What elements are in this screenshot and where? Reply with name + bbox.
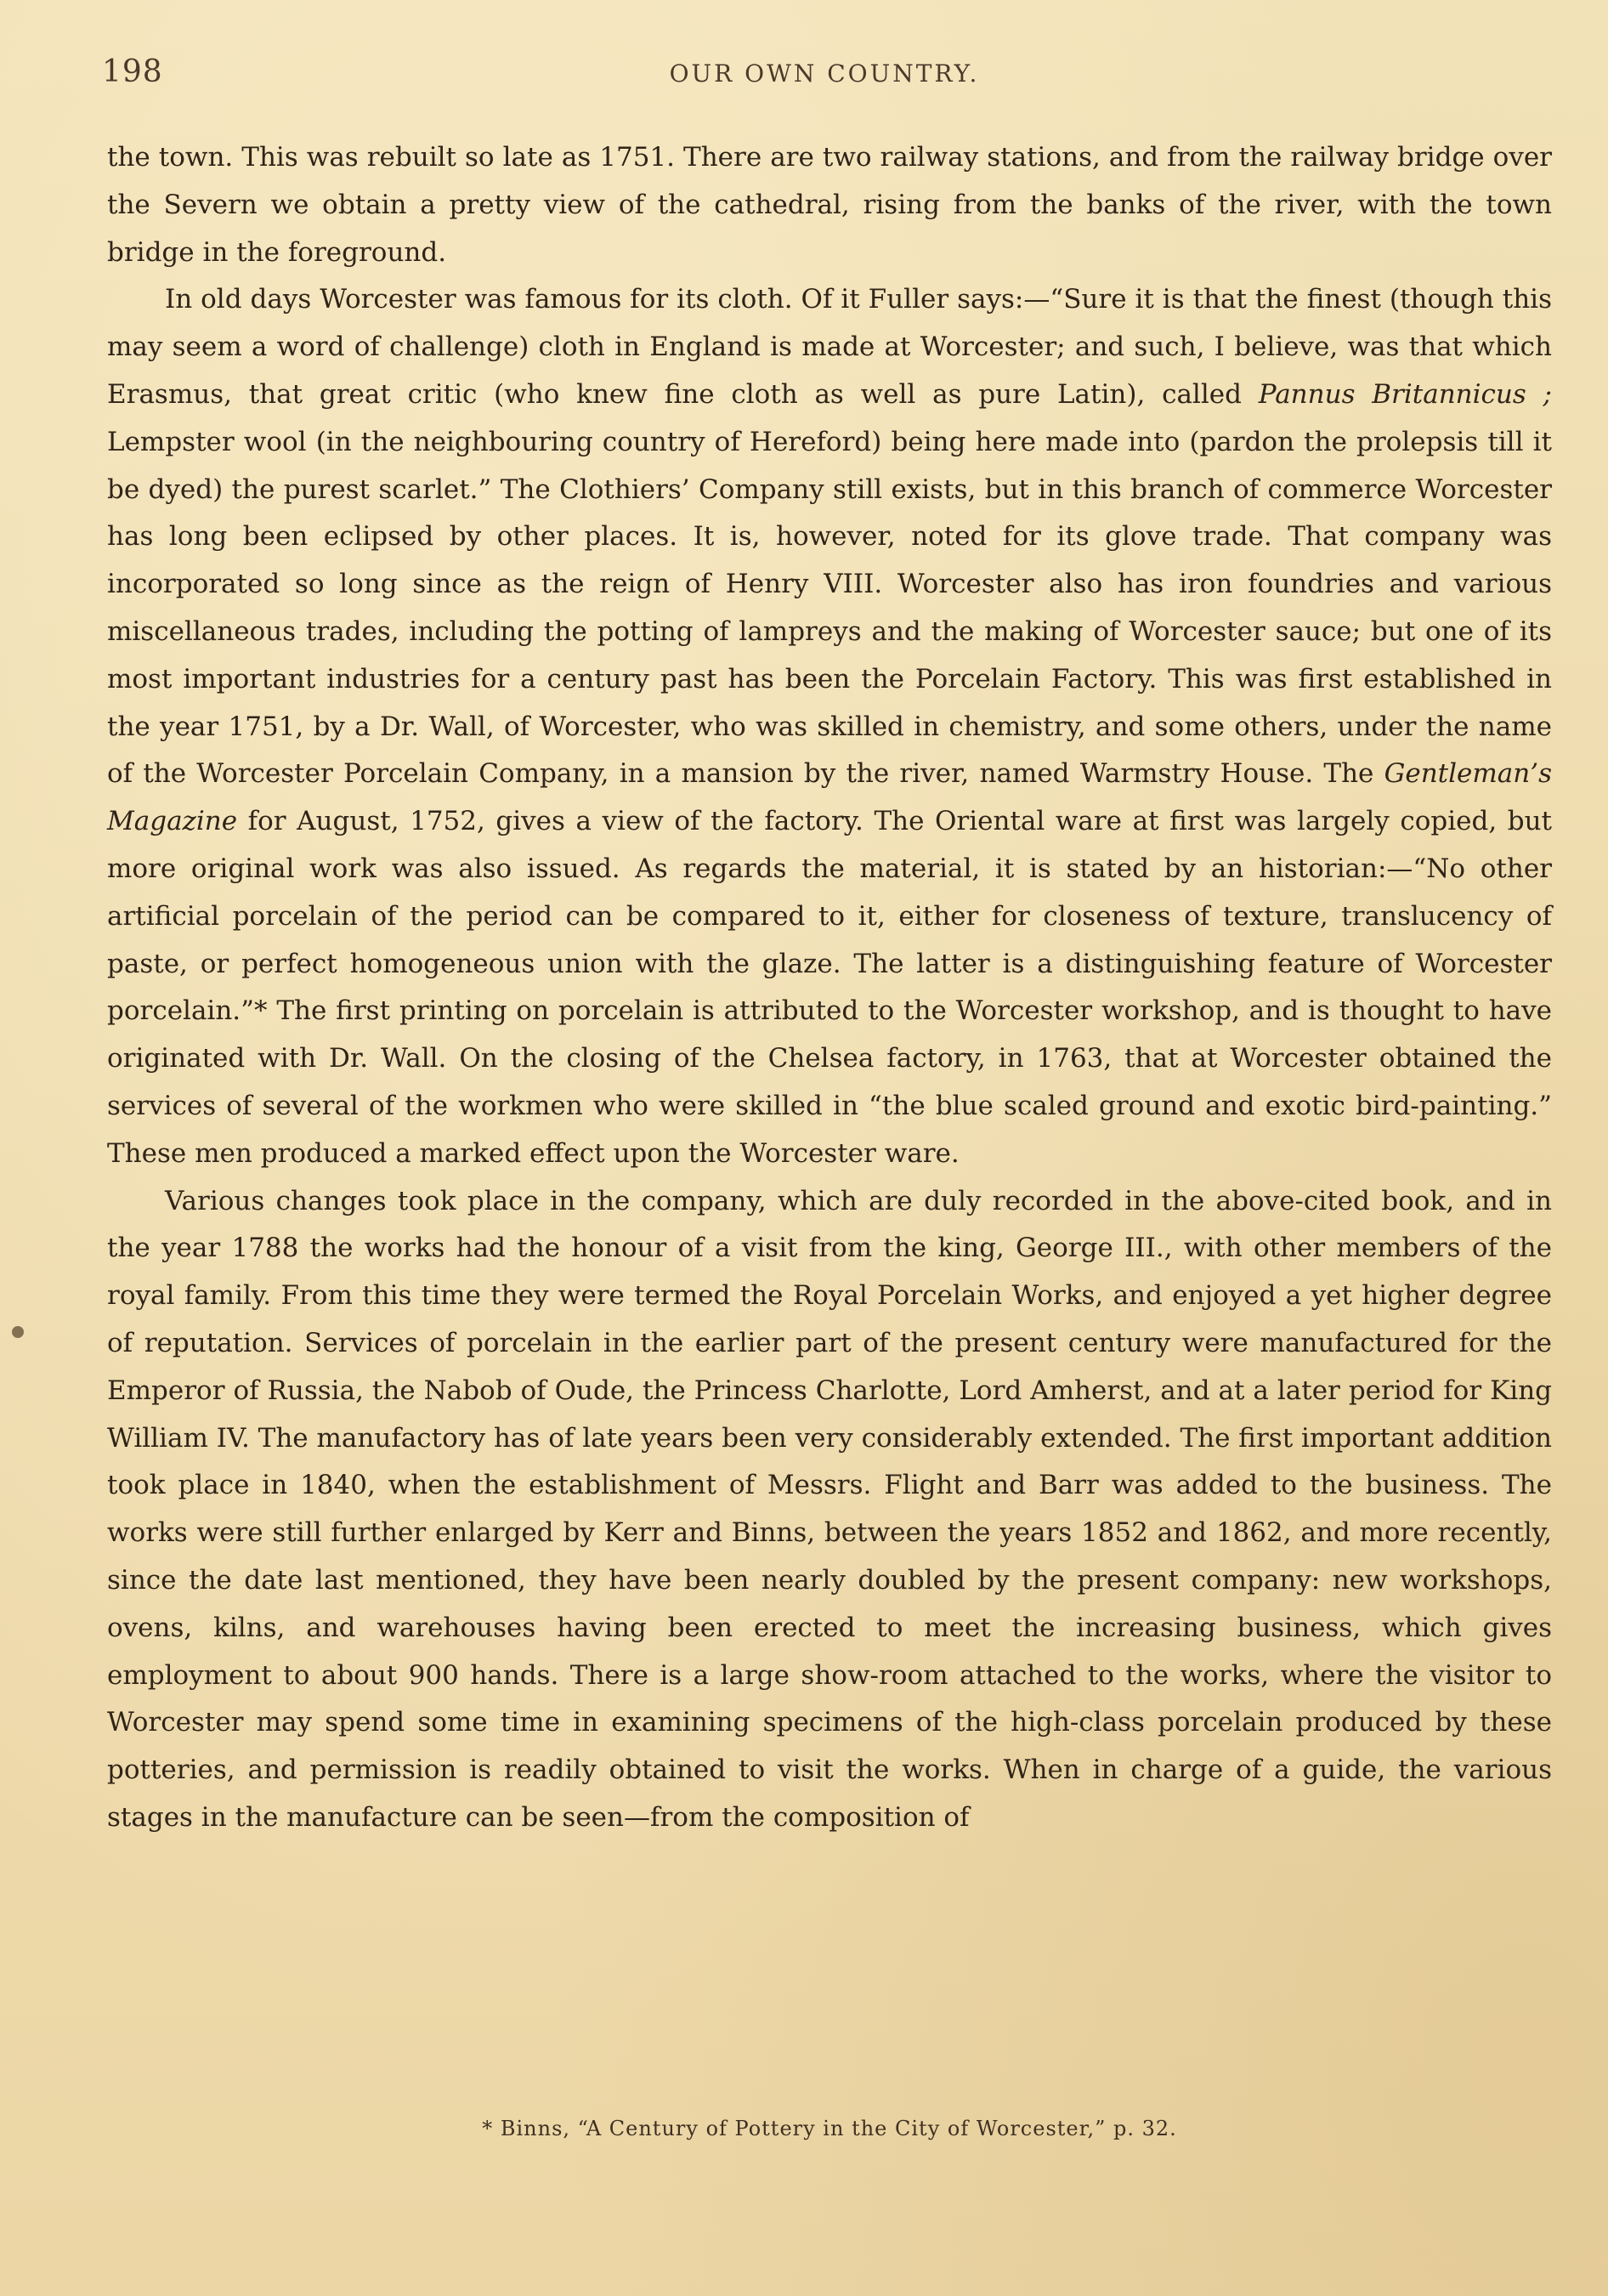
footnote: * Binns, “A Century of Pottery in the City of Worcester,” p. 32.: [482, 2117, 1177, 2140]
publication-title-gentlemans-magazine: Gentleman’s Magazine: [107, 758, 1552, 837]
page-number: 198: [102, 54, 163, 89]
ink-spot: [12, 1326, 24, 1338]
running-head: [102, 54, 1547, 97]
paragraph-2-text-c: for August, 1752, gives a view of the factory. The Oriental ware at first was largely copied, but more original work was also issued. As regards the material, it is stated by an historian:—“No other artificial porcelain of the period can be compared to it, either for closeness of texture, translucency of paste, or perfect homogeneous union with the glaze. The latter is a distinguishing feature of Worcester porcelain.”* The first printing on porcelain is attributed to the Worcester workshop, and is thought to have originated with Dr. Wall. On the closing of the Chelsea factory, in 1763, that at Worcester obtained the services of several of the workmen who were skilled in “the blue scaled ground and exotic bird-painting.” These men produced a marked effect upon the Worcester ware.: [107, 806, 1552, 1169]
paragraph-3-text: Various changes took place in the company, which are duly recorded in the above-cited book, and in the year 1788 the works had the honour of a visit from the king, George III., with other members of the royal family. From this time they were termed the Royal Porcelain Works, and enjoyed a yet higher degree of reputation. Services of porcelain in the earlier part of the present century were manufactured for the Emperor of Russia, the Nabob of Oude, the Princess Charlotte, Lord Amherst, and at a later period for King William IV. The manufactory has of late years been very considerably extended. The first important addition took place in 1840, when the establishment of Messrs. Flight and Barr was added to the business. The works were still further enlarged by Kerr and Binns, between the years 1852 and 1862, and more recently, since the date last mentioned, they have been nearly doubled by the present company: new workshops, ovens, kilns, and warehouses having been erected to meet the increasing business, which gives employment to about 900 hands. There is a large show-room attached to the works, where the visitor to Worcester may spend some time in examining specimens of the high-class porcelain produced by these potteries, and permission is readily obtained to visit the works. When in charge of a guide, the various stages in the manufacture can be seen—from the composition of: [107, 1185, 1552, 1833]
latin-term-pannus-britannicus: Pannus Britannicus ;: [1258, 378, 1552, 410]
paragraph-2-text-a: In old days Worcester was famous for its cloth. Of it Fuller says:—“Sure it is that the finest (though this may seem a word of challenge) cloth in England is made at Worcester; and such, I believe, was that which Erasmus, that great critic (who knew fine cloth as well as pure Latin), called: [107, 284, 1552, 410]
paragraph-1: [107, 134, 1552, 276]
body-text: [107, 134, 1552, 1842]
running-title: OUR OWN COUNTRY.: [669, 60, 980, 88]
paragraph-3: [107, 1178, 1552, 1842]
paragraph-2: [107, 276, 1552, 1177]
paragraph-2-text-b: Lempster wool (in the neighbouring country of Hereford) being here made into (pardon the prolepsis till it be dyed) the purest scarlet.” The Clothiers’ Company still exists, but in this branch of commerce Worcester has long been eclipsed by other places. It is, however, noted for its glove trade. That company was incorporated so long since as the reign of Henry VIII. Worcester also has iron foundries and various miscellaneous trades, including the potting of lampreys and the making of Worcester sauce; but one of its most important industries for a century past has been the Porcelain Factory. This was first established in the year 1751, by a Dr. Wall, of Worcester, who was skilled in chemistry, and some others, under the name of the Worcester Porcelain Company, in a mansion by the river, named Warmstry House. The: [107, 426, 1552, 790]
paragraph-1-text: the town. This was rebuilt so late as 1751. There are two railway stations, and from the railway bridge over the Severn we obtain a pretty view of the cathedral, rising from the banks of the river, with the town bridge in the foreground.: [107, 142, 1552, 268]
